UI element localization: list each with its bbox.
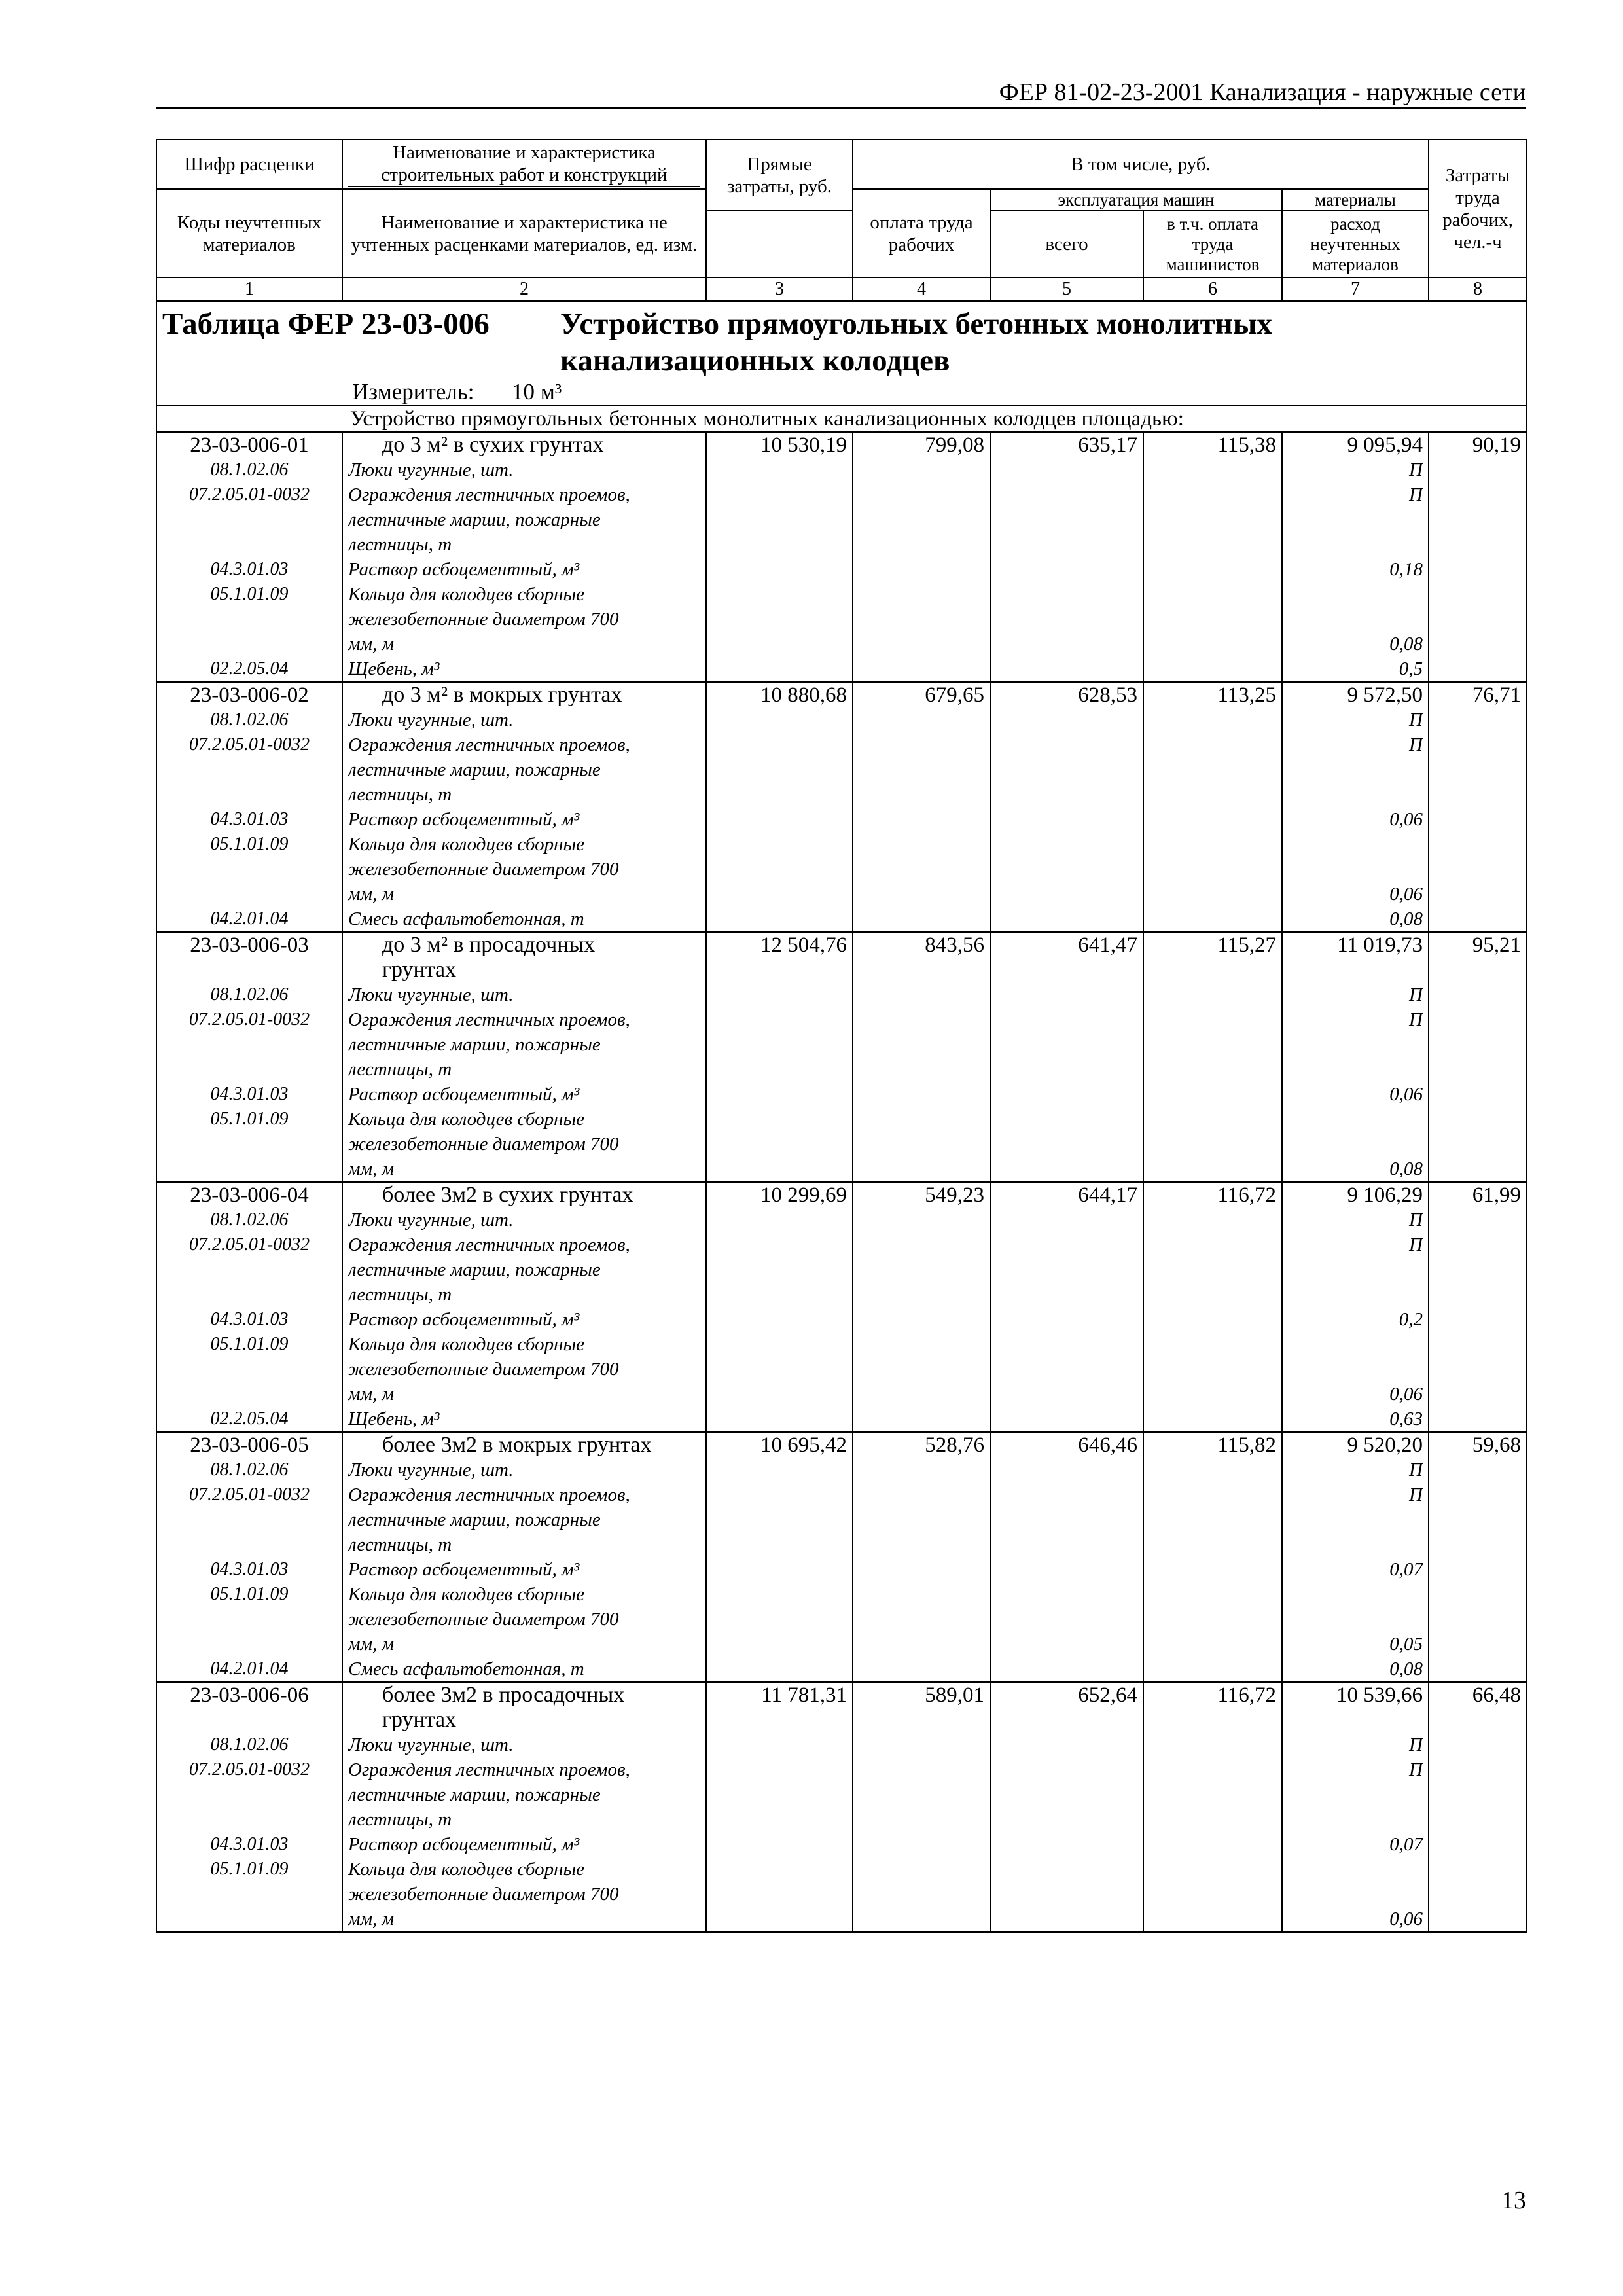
rate-row xyxy=(156,1432,1527,1682)
material-code: 08.1.02.06 xyxy=(210,459,289,480)
col5-header: всего xyxy=(990,211,1143,278)
name-cell xyxy=(342,1682,706,1932)
labor-cost-cell xyxy=(853,1182,990,1432)
name-cell xyxy=(342,932,706,1182)
col6-header: в т.ч. оплата труда машинистов xyxy=(1143,211,1282,278)
rate-name: грунтах xyxy=(382,1708,457,1732)
rate-name: до 3 м² в просадочных xyxy=(382,933,596,957)
material-name: Люки чугунные, шт. xyxy=(348,1460,514,1480)
material-name: мм, м xyxy=(348,634,395,655)
material-name: Ограждения лестничных проемов, xyxy=(348,1009,630,1030)
machine-cost-cell xyxy=(990,432,1143,682)
labor-cost-cell xyxy=(853,1432,990,1682)
rate-value: 11 781,31 xyxy=(761,1683,847,1707)
material-name: мм, м xyxy=(348,1634,395,1655)
rate-value: 549,23 xyxy=(925,1183,984,1207)
material-name: лестничные марши, пожарные xyxy=(348,509,601,530)
machine-labor-cell xyxy=(1143,1432,1282,1682)
material-code: 08.1.02.06 xyxy=(210,1460,289,1480)
material-name: Раствор асбоцементный, м³ xyxy=(348,809,580,830)
table-title xyxy=(156,301,1527,406)
material-name: Раствор асбоцементный, м³ xyxy=(348,559,580,580)
rate-row xyxy=(156,932,1527,1182)
materials-cell xyxy=(1282,682,1429,932)
rate-value: 59,68 xyxy=(1472,1433,1521,1457)
rate-name: до 3 м² в мокрых грунтах xyxy=(382,683,622,707)
material-qty: 0,08 xyxy=(1389,908,1423,929)
rate-value: 116,72 xyxy=(1217,1683,1276,1707)
direct-cost-cell xyxy=(706,1682,853,1932)
code-cell xyxy=(156,1182,342,1432)
material-name: лестничные марши, пожарные xyxy=(348,1509,601,1530)
rate-value: 10 880,68 xyxy=(760,683,847,707)
material-qty: П xyxy=(1409,1484,1423,1505)
col-number: 1 xyxy=(156,278,342,301)
table-name-line2: канализационных колодцев xyxy=(560,344,950,378)
material-qty: 0,18 xyxy=(1389,559,1423,580)
material-qty: П xyxy=(1409,484,1423,505)
rate-value: 113,25 xyxy=(1217,683,1276,707)
labor-hours-cell xyxy=(1429,682,1527,932)
material-name: Ограждения лестничных проемов, xyxy=(348,1234,630,1255)
machine-labor-cell xyxy=(1143,1682,1282,1932)
materials-header: материалы xyxy=(1282,189,1429,211)
material-code: 04.3.01.03 xyxy=(210,1834,289,1854)
material-qty: П xyxy=(1409,1734,1423,1755)
document-title: ФЕР 81-02-23-2001 Канализация - наружные сети xyxy=(999,79,1526,106)
labor-hours-cell xyxy=(1429,1182,1527,1432)
material-name: Люки чугунные, шт. xyxy=(348,459,514,480)
rate-value: 10 299,69 xyxy=(760,1183,847,1207)
name-cell xyxy=(342,1432,706,1682)
material-name: Щебень, м³ xyxy=(348,658,440,679)
material-qty: 0,06 xyxy=(1389,809,1423,830)
machine-labor-cell xyxy=(1143,1182,1282,1432)
labor-cost-cell xyxy=(853,432,990,682)
material-code: 05.1.01.09 xyxy=(210,1584,289,1604)
code-cell xyxy=(156,1682,342,1932)
machine-cost-cell xyxy=(990,1682,1143,1932)
rate-row xyxy=(156,1182,1527,1432)
col-number: 8 xyxy=(1429,278,1527,301)
material-name: Ограждения лестничных проемов, xyxy=(348,734,630,755)
col-number: 2 xyxy=(342,278,706,301)
material-name: лестничные марши, пожарные xyxy=(348,1034,601,1055)
rate-value: 652,64 xyxy=(1078,1683,1137,1707)
rate-value: 115,38 xyxy=(1217,433,1276,457)
material-name: мм, м xyxy=(348,1909,395,1929)
labor-hours-cell xyxy=(1429,1432,1527,1682)
table-rows xyxy=(156,432,1527,1932)
rate-name: более 3м2 в мокрых грунтах xyxy=(382,1433,652,1457)
incl-header: В том числе, руб. xyxy=(853,139,1429,189)
material-name: Люки чугунные, шт. xyxy=(348,1210,514,1230)
material-qty: П xyxy=(1409,1234,1423,1255)
material-name: лестницы, т xyxy=(348,534,452,555)
material-code: 08.1.02.06 xyxy=(210,1734,289,1755)
material-qty: П xyxy=(1409,1759,1423,1780)
material-name: железобетонные диаметром 700 xyxy=(348,1359,619,1380)
machine-labor-cell xyxy=(1143,682,1282,932)
material-name: лестничные марши, пожарные xyxy=(348,759,601,780)
col3-header: Прямые затраты, руб. xyxy=(706,139,853,211)
rate-code: 23-03-006-06 xyxy=(190,1683,309,1707)
material-code: 05.1.01.09 xyxy=(210,1859,289,1879)
material-code: 08.1.02.06 xyxy=(210,984,289,1005)
material-code: 04.3.01.03 xyxy=(210,559,289,579)
rate-name: грунтах xyxy=(382,958,457,982)
material-name: Кольца для колодцев сборные xyxy=(348,834,584,855)
material-code: 04.2.01.04 xyxy=(210,908,289,929)
material-qty: 0,06 xyxy=(1389,884,1423,905)
rate-value: 646,46 xyxy=(1078,1433,1137,1457)
rate-code: 23-03-006-05 xyxy=(190,1433,309,1457)
direct-cost-cell xyxy=(706,1432,853,1682)
material-name: железобетонные диаметром 700 xyxy=(348,1884,619,1905)
direct-cost-cell xyxy=(706,932,853,1182)
material-name: лестницы, т xyxy=(348,784,452,805)
rate-value: 11 019,73 xyxy=(1337,933,1423,957)
material-name: Раствор асбоцементный, м³ xyxy=(348,1084,580,1105)
material-qty: П xyxy=(1409,1210,1423,1230)
material-qty: П xyxy=(1409,1009,1423,1030)
material-qty: П xyxy=(1409,734,1423,755)
material-code: 05.1.01.09 xyxy=(210,584,289,604)
material-code: 07.2.05.01-0032 xyxy=(188,1009,310,1030)
rate-name: более 3м2 в просадочных xyxy=(382,1683,625,1707)
material-name: лестницы, т xyxy=(348,1284,452,1305)
code-cell xyxy=(156,932,342,1182)
materials-cell xyxy=(1282,1182,1429,1432)
material-name: Кольца для колодцев сборные xyxy=(348,1859,584,1880)
material-qty: 0,5 xyxy=(1399,658,1423,679)
material-qty: 0,63 xyxy=(1389,1408,1423,1429)
material-name: Кольца для колодцев сборные xyxy=(348,1109,584,1130)
col-number: 3 xyxy=(706,278,853,301)
material-name: мм, м xyxy=(348,1384,395,1405)
material-code: 07.2.05.01-0032 xyxy=(188,1484,310,1505)
material-qty: 0,06 xyxy=(1389,1909,1423,1929)
material-code: 04.2.01.04 xyxy=(210,1659,289,1679)
material-name: железобетонные диаметром 700 xyxy=(348,609,619,630)
material-qty: П xyxy=(1409,984,1423,1005)
name-cell xyxy=(342,682,706,932)
material-name: мм, м xyxy=(348,884,395,905)
material-qty: 0,08 xyxy=(1389,634,1423,655)
rate-value: 116,72 xyxy=(1217,1183,1276,1207)
rate-value: 10 695,42 xyxy=(760,1433,847,1457)
rate-value: 679,65 xyxy=(925,683,984,707)
material-qty: 0,07 xyxy=(1389,1834,1423,1855)
table-name-line1: Устройство прямоугольных бетонных монолитных xyxy=(560,307,1272,341)
rate-value: 9 572,50 xyxy=(1347,683,1423,707)
meter-line xyxy=(162,379,1521,405)
materials-cell xyxy=(1282,932,1429,1182)
material-name: лестницы, т xyxy=(348,1059,452,1080)
labor-hours-cell xyxy=(1429,932,1527,1182)
col1-bottom-header: Коды неучтенных материалов xyxy=(156,189,342,278)
material-name: Щебень, м³ xyxy=(348,1408,440,1429)
labor-cost-cell xyxy=(853,682,990,932)
material-qty: 0,08 xyxy=(1389,1158,1423,1179)
labor-hours-cell xyxy=(1429,432,1527,682)
col2-top-header xyxy=(342,139,706,189)
name-cell xyxy=(342,432,706,682)
material-name: лестничные марши, пожарные xyxy=(348,1784,601,1805)
rate-value: 12 504,76 xyxy=(760,933,847,957)
rate-value: 843,56 xyxy=(925,933,984,957)
col2-bottom-header: Наименование и характеристика не учтенных расценками материалов, ед. изм. xyxy=(342,189,706,278)
material-name: Ограждения лестничных проемов, xyxy=(348,1759,630,1780)
material-code: 05.1.01.09 xyxy=(210,1334,289,1354)
materials-cell xyxy=(1282,1432,1429,1682)
material-name: Ограждения лестничных проемов, xyxy=(348,484,630,505)
material-name: Раствор асбоцементный, м³ xyxy=(348,1309,580,1330)
material-qty: П xyxy=(1409,1460,1423,1480)
machines-header: эксплуатация машин xyxy=(990,189,1282,211)
machine-cost-cell xyxy=(990,932,1143,1182)
machine-labor-cell xyxy=(1143,432,1282,682)
material-name: Кольца для колодцев сборные xyxy=(348,1334,584,1355)
material-code: 04.3.01.03 xyxy=(210,1559,289,1579)
material-code: 02.2.05.04 xyxy=(210,1408,289,1429)
direct-cost-cell xyxy=(706,682,853,932)
material-name: Кольца для колодцев сборные xyxy=(348,1584,584,1605)
material-name: железобетонные диаметром 700 xyxy=(348,1609,619,1630)
rate-value: 799,08 xyxy=(925,433,984,457)
code-cell xyxy=(156,1432,342,1682)
material-code: 07.2.05.01-0032 xyxy=(188,734,310,755)
rate-value: 115,27 xyxy=(1217,933,1276,957)
machine-cost-cell xyxy=(990,1432,1143,1682)
col-number: 6 xyxy=(1143,278,1282,301)
material-qty: 0,2 xyxy=(1399,1309,1423,1330)
material-name: Раствор асбоцементный, м³ xyxy=(348,1559,580,1580)
rate-value: 76,71 xyxy=(1472,683,1521,707)
name-cell xyxy=(342,1182,706,1432)
material-code: 07.2.05.01-0032 xyxy=(188,1759,310,1780)
rate-value: 10 539,66 xyxy=(1336,1683,1423,1707)
group-title: Устройство прямоугольных бетонных монолитных канализационных колодцев площадью: xyxy=(156,406,1527,432)
rate-value: 61,99 xyxy=(1472,1183,1521,1207)
material-name: Раствор асбоцементный, м³ xyxy=(348,1834,580,1855)
material-name: Кольца для колодцев сборные xyxy=(348,584,584,605)
material-code: 05.1.01.09 xyxy=(210,834,289,854)
rate-value: 9 520,20 xyxy=(1347,1433,1423,1457)
material-qty: 0,06 xyxy=(1389,1084,1423,1105)
material-name: Люки чугунные, шт. xyxy=(348,1734,514,1755)
rate-code: 23-03-006-01 xyxy=(190,433,309,457)
meter-label: Измеритель: xyxy=(352,379,474,404)
labor-cost-cell xyxy=(853,932,990,1182)
material-name: Люки чугунные, шт. xyxy=(348,984,514,1005)
materials-cell xyxy=(1282,432,1429,682)
rate-value: 641,47 xyxy=(1078,933,1137,957)
material-name: лестницы, т xyxy=(348,1809,452,1830)
material-name: лестницы, т xyxy=(348,1534,452,1555)
material-code: 05.1.01.09 xyxy=(210,1109,289,1129)
material-qty: 0,05 xyxy=(1389,1634,1423,1655)
col7-header: расход неучтенных материалов xyxy=(1282,211,1429,278)
page-number: 13 xyxy=(1501,2187,1526,2214)
direct-cost-cell xyxy=(706,1182,853,1432)
rate-name: до 3 м² в сухих грунтах xyxy=(382,433,604,457)
col-number: 5 xyxy=(990,278,1143,301)
rate-value: 95,21 xyxy=(1472,933,1521,957)
material-code: 07.2.05.01-0032 xyxy=(188,484,310,505)
material-qty: 0,06 xyxy=(1389,1384,1423,1405)
material-name: мм, м xyxy=(348,1158,395,1179)
material-name: Люки чугунные, шт. xyxy=(348,709,514,730)
rate-value: 9 095,94 xyxy=(1347,433,1423,457)
rate-value: 644,17 xyxy=(1078,1183,1137,1207)
code-cell xyxy=(156,432,342,682)
col3-header-spacer xyxy=(706,211,853,278)
material-code: 04.3.01.03 xyxy=(210,809,289,829)
material-name: Ограждения лестничных проемов, xyxy=(348,1484,630,1505)
col-number: 4 xyxy=(853,278,990,301)
rate-name: более 3м2 в сухих грунтах xyxy=(382,1183,633,1207)
material-name: лестничные марши, пожарные xyxy=(348,1259,601,1280)
material-name: железобетонные диаметром 700 xyxy=(348,859,619,880)
rate-value: 635,17 xyxy=(1078,433,1137,457)
rate-code: 23-03-006-03 xyxy=(190,933,309,957)
rate-value: 10 530,19 xyxy=(760,433,847,457)
rate-code: 23-03-006-04 xyxy=(190,1183,309,1207)
materials-cell xyxy=(1282,1682,1429,1932)
rate-value: 628,53 xyxy=(1078,683,1137,707)
material-qty: 0,07 xyxy=(1389,1559,1423,1580)
rate-row xyxy=(156,682,1527,932)
material-code: 04.3.01.03 xyxy=(210,1084,289,1104)
material-code: 08.1.02.06 xyxy=(210,709,289,730)
rate-row xyxy=(156,432,1527,682)
material-code: 07.2.05.01-0032 xyxy=(188,1234,310,1255)
col4-header: оплата труда рабочих xyxy=(853,189,990,278)
code-cell xyxy=(156,682,342,932)
material-qty: П xyxy=(1409,709,1423,730)
rate-value: 66,48 xyxy=(1472,1683,1521,1707)
direct-cost-cell xyxy=(706,432,853,682)
material-name: железобетонные диаметром 700 xyxy=(348,1134,619,1155)
col-number: 7 xyxy=(1282,278,1429,301)
rate-value: 115,82 xyxy=(1217,1433,1276,1457)
machine-labor-cell xyxy=(1143,932,1282,1182)
material-code: 04.3.01.03 xyxy=(210,1309,289,1329)
labor-hours-cell xyxy=(1429,1682,1527,1932)
rate-value: 589,01 xyxy=(925,1683,984,1707)
meter-value: 10 м³ xyxy=(512,379,562,404)
table-header xyxy=(156,139,1527,432)
rate-row xyxy=(156,1682,1527,1932)
rate-value: 90,19 xyxy=(1472,433,1521,457)
rate-value: 528,76 xyxy=(925,1433,984,1457)
machine-cost-cell xyxy=(990,682,1143,932)
col2-top-text: Наименование и характеристика строительных работ и конструкций xyxy=(348,141,700,187)
labor-cost-cell xyxy=(853,1682,990,1932)
material-code: 02.2.05.04 xyxy=(210,658,289,679)
material-name: Смесь асфальтобетонная, т xyxy=(348,1659,584,1679)
machine-cost-cell xyxy=(990,1182,1143,1432)
table-number: Таблица ФЕР 23-03-006 xyxy=(162,307,490,341)
col1-top-header: Шифр расценки xyxy=(156,139,342,189)
material-name: Смесь асфальтобетонная, т xyxy=(348,908,584,929)
page-header xyxy=(156,77,1526,109)
rate-value: 9 106,29 xyxy=(1347,1183,1423,1207)
col8-header: Затраты труда рабочих, чел.-ч xyxy=(1429,139,1527,278)
rate-code: 23-03-006-02 xyxy=(190,683,309,707)
material-qty: П xyxy=(1409,459,1423,480)
rates-table xyxy=(156,139,1527,1933)
material-qty: 0,08 xyxy=(1389,1659,1423,1679)
material-code: 08.1.02.06 xyxy=(210,1210,289,1230)
